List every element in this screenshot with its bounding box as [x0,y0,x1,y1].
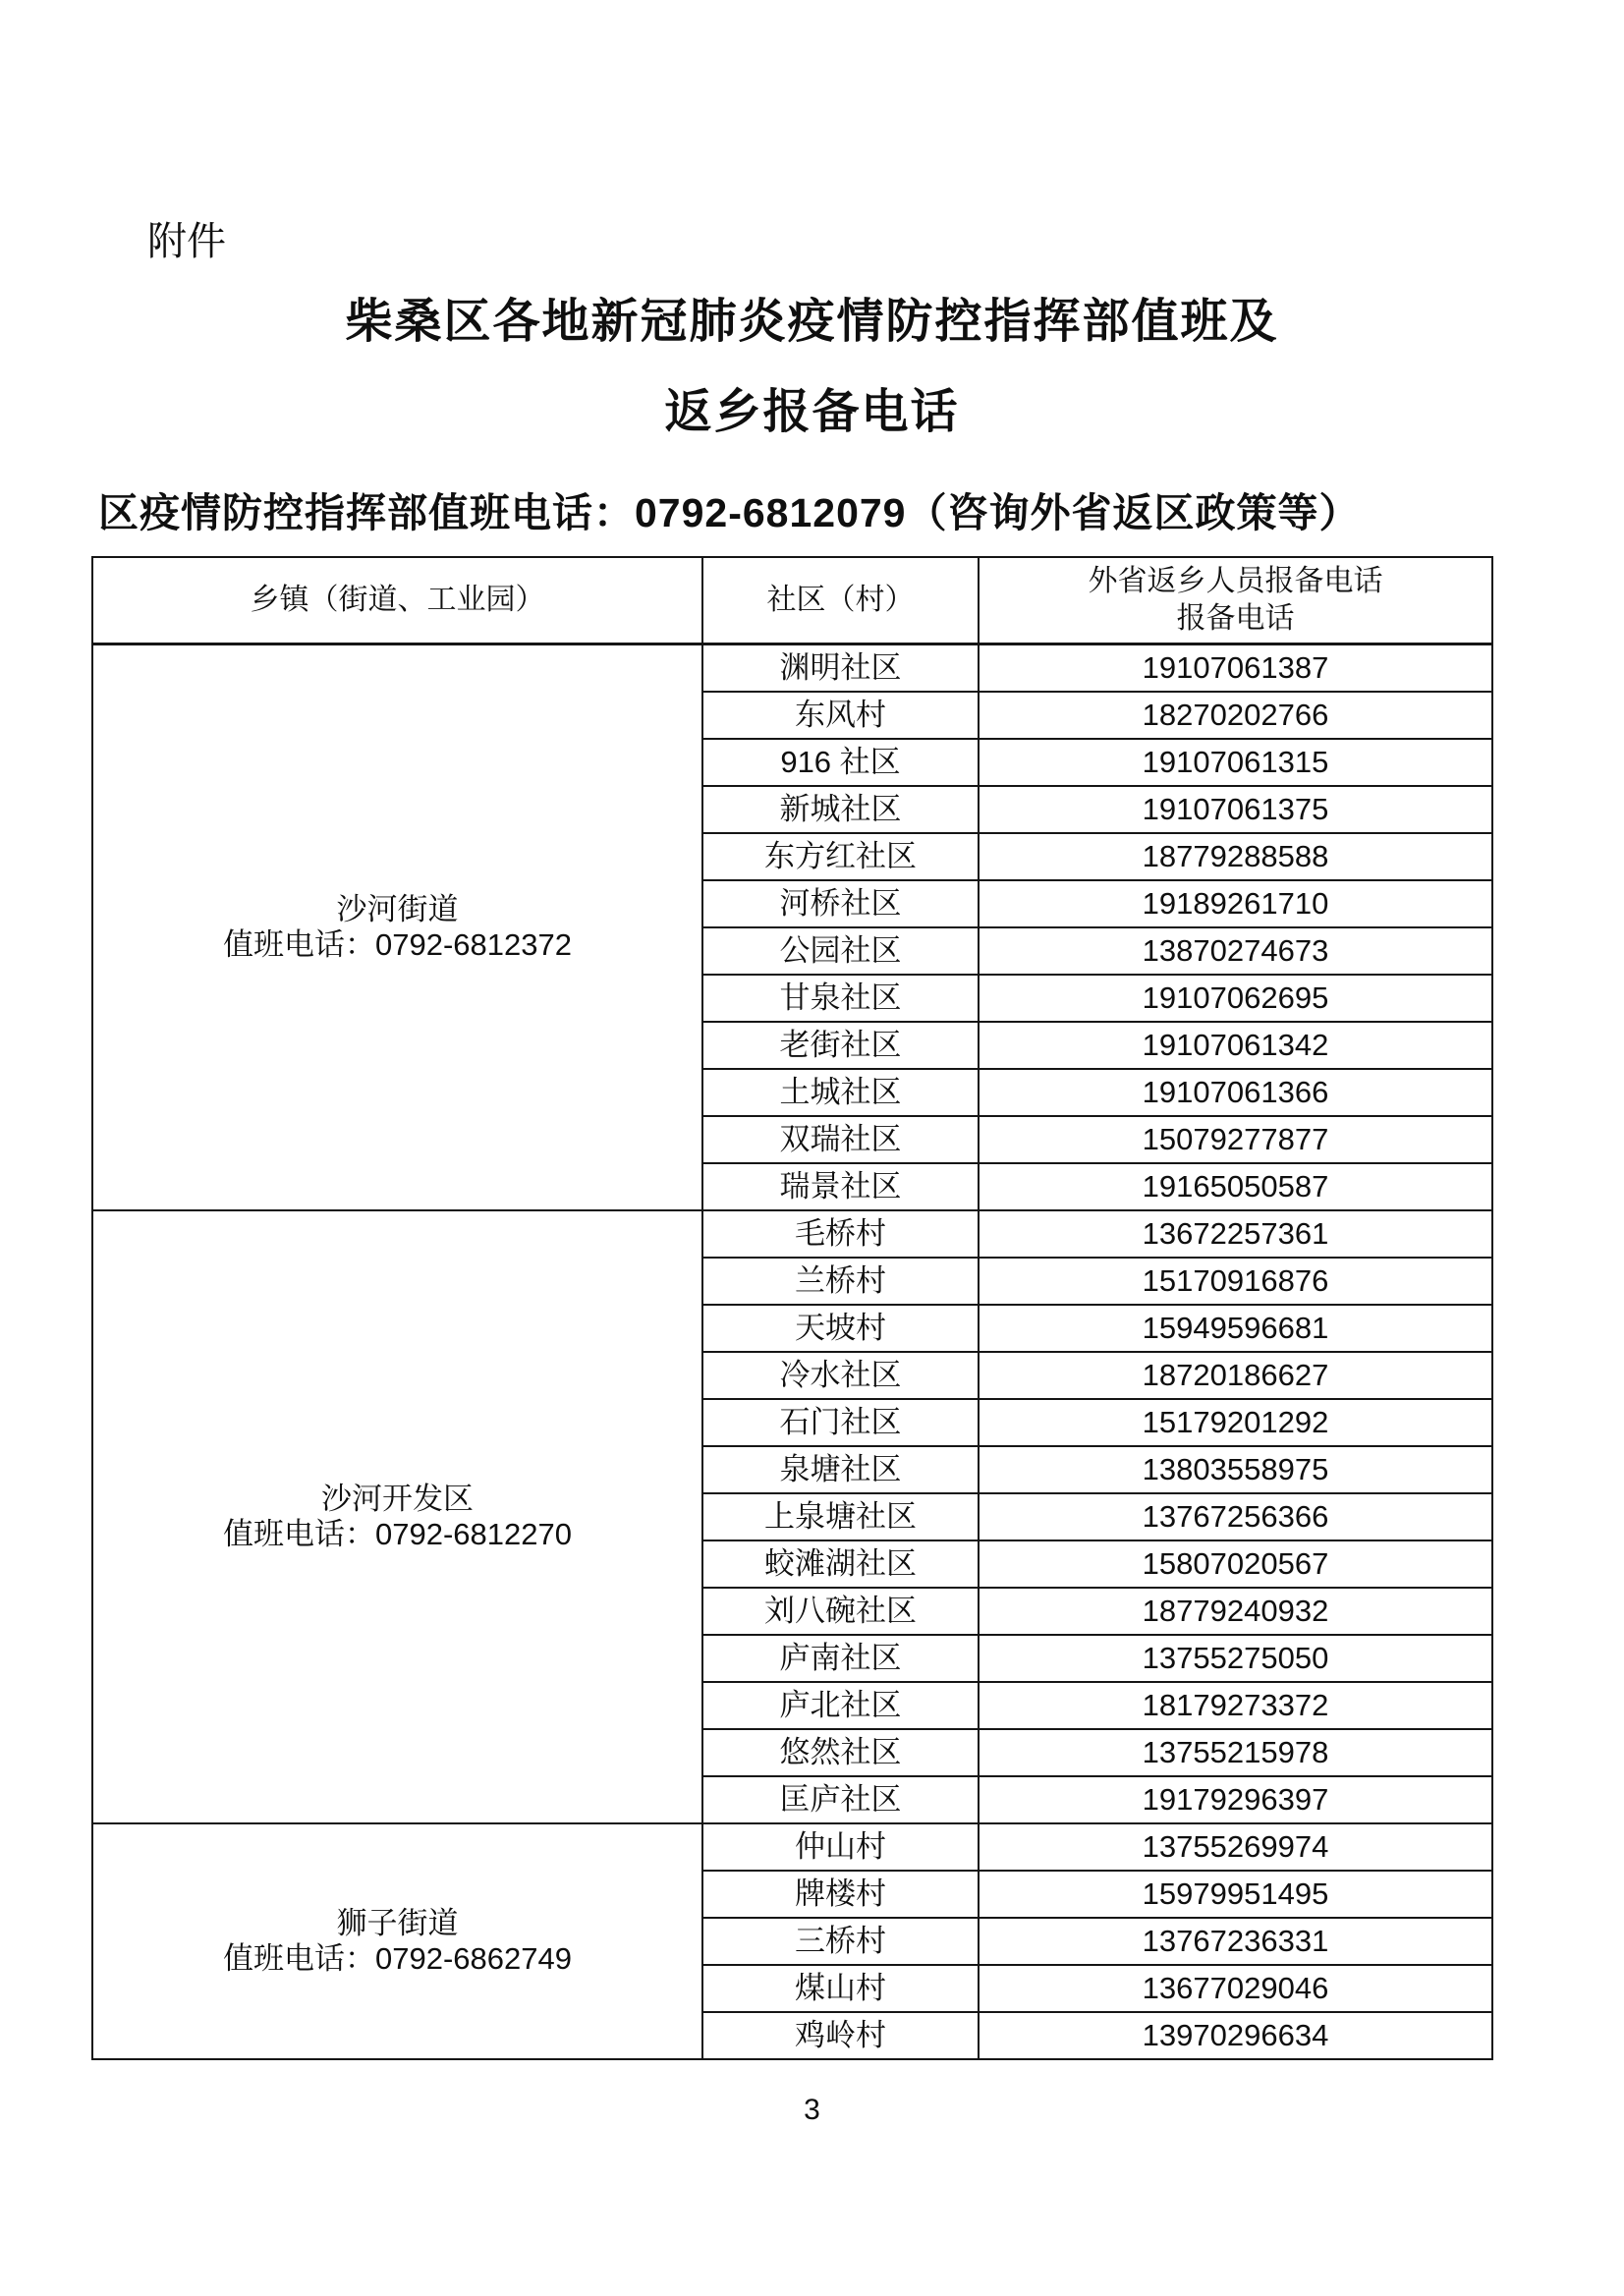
community-cell: 新城社区 [702,786,979,833]
community-cell: 土城社区 [702,1069,979,1116]
community-cell: 河桥社区 [702,880,979,927]
phone-cell: 19107061315 [979,739,1492,786]
district-hotline-line: 区疫情防控指挥部值班电话：0792-6812079（咨询外省返区政策等） [98,490,1361,535]
community-cell: 石门社区 [702,1399,979,1446]
header-phone-column [979,557,1492,644]
community-cell: 东风村 [702,692,979,739]
community-cell: 兰桥村 [702,1258,979,1305]
document-title [0,277,1624,458]
community-cell: 天坡村 [702,1305,979,1352]
community-cell: 三桥村 [702,1918,979,1965]
phone-cell: 18779240932 [979,1588,1492,1635]
community-cell: 东方红社区 [702,833,979,880]
title-line-1: 柴桑区各地新冠肺炎疫情防控指挥部值班及 [345,296,1279,348]
table-row [92,1210,1492,1258]
community-cell: 悠然社区 [702,1729,979,1776]
phone-cell: 19165050587 [979,1163,1492,1210]
phone-cell: 18270202766 [979,692,1492,739]
phone-cell: 13672257361 [979,1210,1492,1258]
township-duty-phone: 值班电话：0792-6812372 [223,927,572,962]
township-cell [92,644,702,1211]
phone-cell: 15949596681 [979,1305,1492,1352]
phone-cell: 13767256366 [979,1493,1492,1540]
phone-cell: 13803558975 [979,1446,1492,1493]
phone-cell: 19107061366 [979,1069,1492,1116]
table-header-row [92,557,1492,644]
phone-cell: 15179201292 [979,1399,1492,1446]
phone-cell: 19107062695 [979,975,1492,1022]
community-cell: 公园社区 [702,927,979,975]
community-cell: 双瑞社区 [702,1116,979,1163]
community-cell: 煤山村 [702,1965,979,2012]
header-phone-line-2: 报备电话 [1176,602,1295,635]
community-cell: 上泉塘社区 [702,1493,979,1540]
page-number: 3 [804,2094,820,2126]
community-cell: 甘泉社区 [702,975,979,1022]
township-cell [92,1823,702,2059]
community-cell: 匡庐社区 [702,1776,979,1823]
header-community-column: 社区（村） [702,557,979,644]
table-body [92,644,1492,2060]
community-cell: 牌楼村 [702,1871,979,1918]
phone-cell: 13755215978 [979,1729,1492,1776]
community-cell: 渊明社区 [702,644,979,693]
table-row [92,1823,1492,1871]
community-cell: 蛟滩湖社区 [702,1540,979,1588]
report-phone-table [91,556,1493,2060]
community-cell: 庐南社区 [702,1635,979,1682]
community-cell: 916 社区 [702,739,979,786]
community-cell: 老街社区 [702,1022,979,1069]
community-cell: 泉塘社区 [702,1446,979,1493]
community-cell: 瑞景社区 [702,1163,979,1210]
township-name: 沙河开发区 [321,1482,474,1516]
phone-cell: 15979951495 [979,1871,1492,1918]
phone-cell: 19189261710 [979,880,1492,927]
phone-cell: 19107061387 [979,644,1492,693]
phone-cell: 15807020567 [979,1540,1492,1588]
title-line-2: 返乡报备电话 [664,386,960,438]
township-duty-phone: 值班电话：0792-6862749 [223,1941,572,1976]
community-cell: 毛桥村 [702,1210,979,1258]
township-cell [92,1210,702,1823]
header-township-column: 乡镇（街道、工业园） [92,557,702,644]
phone-cell: 18779288588 [979,833,1492,880]
phone-cell: 13677029046 [979,1965,1492,2012]
community-cell: 庐北社区 [702,1682,979,1729]
phone-cell: 19107061342 [979,1022,1492,1069]
table-row [92,644,1492,693]
header-phone-line-1: 外省返乡人员报备电话 [1088,565,1383,597]
phone-cell: 15079277877 [979,1116,1492,1163]
phone-cell: 13755269974 [979,1823,1492,1871]
phone-cell: 13767236331 [979,1918,1492,1965]
phone-cell: 13870274673 [979,927,1492,975]
township-duty-phone: 值班电话：0792-6812270 [223,1517,572,1551]
phone-cell: 15170916876 [979,1258,1492,1305]
township-name: 沙河街道 [336,892,459,926]
community-cell: 冷水社区 [702,1352,979,1399]
phone-cell: 18720186627 [979,1352,1492,1399]
phone-cell: 13970296634 [979,2012,1492,2059]
phone-cell: 13755275050 [979,1635,1492,1682]
township-name: 狮子街道 [336,1906,459,1940]
attachment-label: 附件 [147,220,226,263]
community-cell: 仲山村 [702,1823,979,1871]
community-cell: 鸡岭村 [702,2012,979,2059]
phone-cell: 18179273372 [979,1682,1492,1729]
phone-cell: 19179296397 [979,1776,1492,1823]
community-cell: 刘八碗社区 [702,1588,979,1635]
phone-cell: 19107061375 [979,786,1492,833]
